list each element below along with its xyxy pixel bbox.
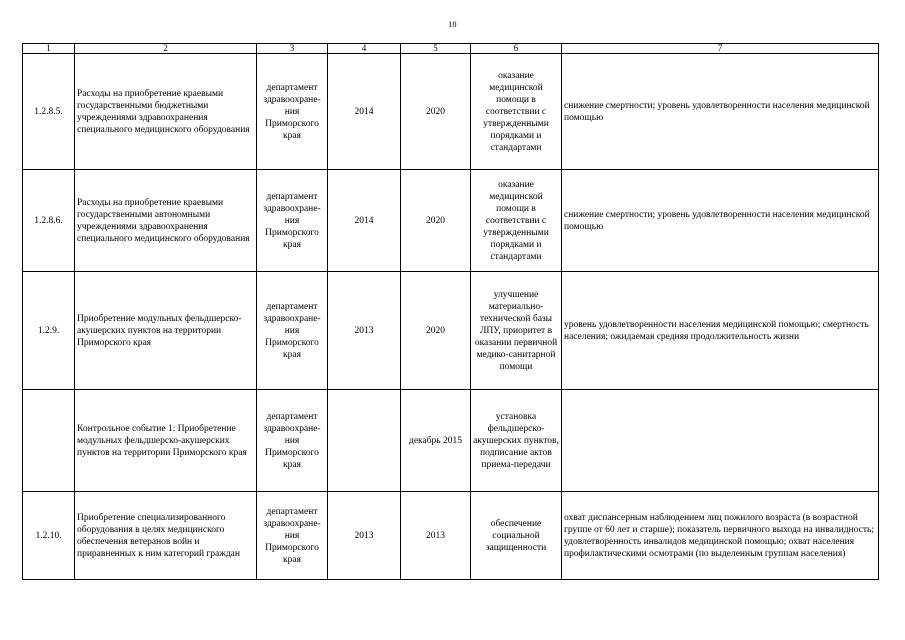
table-row <box>23 390 879 492</box>
indicators: охват диспансерным наблюдением лиц пожилого возраста (в возрастной группе от 60 лет и старше); показатель первичного выхода на инвалидность; удовлетворенность инвалидов медицинской помощью; охват населения профилактическими осмотрами (по выделенным группам населения) <box>562 492 879 580</box>
indicators: уровень удовлетворенности населения медицинской помощью; смертность населения; ожидаемая средняя продолжительность жизни <box>562 272 879 390</box>
end-year: 2020 <box>401 170 471 272</box>
item-number <box>23 390 75 492</box>
start-year: 2014 <box>328 54 401 170</box>
column-number: 2 <box>75 44 257 54</box>
column-number: 1 <box>23 44 75 54</box>
indicators: снижение смертности; уровень удовлетворенности населения медицинской помощью <box>562 170 879 272</box>
column-number-row <box>23 44 879 54</box>
indicators: снижение смертности; уровень удовлетворенности населения медицинской помощью <box>562 54 879 170</box>
executor: департамент здравоохране-ния Приморского края <box>257 272 328 390</box>
measure-name: Приобретение специализированного оборудования в целях медицинского обеспечения ветеранов войн и приравненных к ним категорий граждан <box>75 492 257 580</box>
item-number: 1.2.10. <box>23 492 75 580</box>
start-year: 2014 <box>328 170 401 272</box>
measure-name: Приобретение модульных фельдшерско-акушерских пунктов на территории Приморского края <box>75 272 257 390</box>
item-number: 1.2.9. <box>23 272 75 390</box>
end-year: 2020 <box>401 54 471 170</box>
indicators <box>562 390 879 492</box>
column-number: 3 <box>257 44 328 54</box>
table-row <box>23 492 879 580</box>
executor: департамент здравоохране-ния Приморского края <box>257 492 328 580</box>
expected-result: улучшение материально-технической базы ЛПУ, приоритет в оказании первичной медико-санитарной помощи <box>471 272 562 390</box>
end-year: декабрь 2015 <box>401 390 471 492</box>
executor: департамент здравоохране-ния Приморского края <box>257 170 328 272</box>
table-row <box>23 170 879 272</box>
table-row <box>23 54 879 170</box>
program-table <box>22 43 879 580</box>
executor: департамент здравоохране-ния Приморского края <box>257 54 328 170</box>
page-number: 10 <box>448 20 457 29</box>
column-number: 6 <box>471 44 562 54</box>
measure-name: Контрольное событие 1: Приобретение модульных фельдшерско-акушерских пунктов на территории Приморского края <box>75 390 257 492</box>
executor: департамент здравоохране-ния Приморского края <box>257 390 328 492</box>
table-row <box>23 272 879 390</box>
start-year: 2013 <box>328 492 401 580</box>
measure-name: Расходы на приобретение краевыми государственными автономными учреждениями здравоохранения специального медицинского оборудования <box>75 170 257 272</box>
column-number: 7 <box>562 44 879 54</box>
item-number: 1.2.8.5. <box>23 54 75 170</box>
measure-name: Расходы на приобретение краевыми государственными бюджетными учреждениями здравоохранения специального медицинского оборудования <box>75 54 257 170</box>
expected-result: обеспечение социальной защищенности <box>471 492 562 580</box>
end-year: 2013 <box>401 492 471 580</box>
start-year <box>328 390 401 492</box>
column-number: 4 <box>328 44 401 54</box>
item-number: 1.2.8.6. <box>23 170 75 272</box>
expected-result: оказание медицинской помощи в соответствии с утвержденными порядками и стандартами <box>471 170 562 272</box>
expected-result: оказание медицинской помощи в соответствии с утвержденными порядками и стандартами <box>471 54 562 170</box>
expected-result: установка фельдшерско-акушерских пунктов, подписание актов приема-передачи <box>471 390 562 492</box>
start-year: 2013 <box>328 272 401 390</box>
column-number: 5 <box>401 44 471 54</box>
end-year: 2020 <box>401 272 471 390</box>
